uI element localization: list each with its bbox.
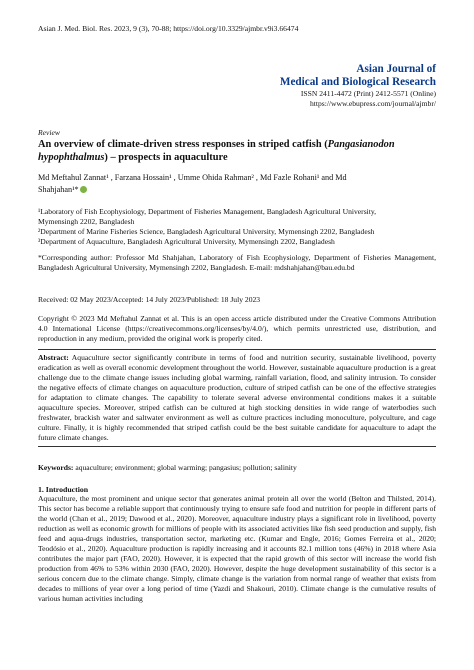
abstract (38, 349, 436, 447)
title-part1: An overview of climate-driven stress responses in striped catfish ( (38, 139, 328, 150)
section-heading: 1. Introduction (38, 485, 89, 494)
authors-line2: Shahjahan¹* (38, 185, 79, 194)
abstract-text: Aquaculture sector significantly contribute in terms of food and nutrition security, sustainable livelihood, poverty eradication as well as overall economic development throughout the world. However, sustainable aquaculture production is a great challenge due to the climate change issues including global warming, rainfall variation, flood, and salinity intrusion. To consider the negative effects of climate changes on aquaculture production, culture of striped catfish can be one of the effective strategies for adaptation to climate changes. The capability to tolerate several adverse environmental conditions makes it a suitable aquaculture species. Moreover, striped catfish can be cultured at high stocking densities in wide range of waterbodies such freshwater, brackish water and saltwater environment as well as culture practices including monoculture, polyculture, and cage culture. Finally, it is highly recommended that striped catfish could be the best suitable candidate for aquaculture to adapt the future climate changes. (38, 353, 436, 442)
keywords-label: Keywords: (38, 463, 74, 472)
journal-issn: ISSN 2411-4472 (Print) 2412-5571 (Online) (300, 89, 436, 98)
journal-title-line1: Asian Journal of (356, 63, 436, 75)
affiliations (38, 207, 436, 247)
title-part2: ) – prospects in aquaculture (104, 152, 228, 163)
citation-line: Asian J. Med. Biol. Res. 2023, 9 (3), 70-88; https://doi.org/10.3329/ajmbr.v9i3.66474 (38, 24, 299, 33)
copyright-notice: Copyright © 2023 Md Meftahul Zannat et al. This is an open access article distributed under the Creative Commons Attribution 4.0 International License (https://creativecommons.org/licenses/by/4.0/), which permits unrestricted use, distribution, and reproduction in any medium, provided the original work is properly cited. (38, 314, 436, 343)
corresponding-author: *Corresponding author: Professor Md Shahjahan, Laboratory of Fish Ecophysiology, Department of Fisheries Management, Bangladesh Agricultural University, Mymensingh 2202, Bangladesh. E-mail: mdshahjahan@bau.edu.bd (38, 253, 436, 272)
journal-url[interactable]: https://www.ebupress.com/journal/ajmbr/ (309, 99, 436, 108)
affiliation-1b: Mymensingh 2202, Bangladesh (38, 217, 135, 226)
article-title (38, 138, 436, 164)
title-species: Pangasianodon hypophthalmus (38, 139, 395, 163)
keywords-text: aquaculture; environment; global warming; pangasius; pollution; salinity (73, 463, 297, 472)
introduction-paragraph: Aquaculture, the most prominent and unique sector that generates animal protein all over the world (Belton and Thilsted, 2014). This sector has become a reliable support that continuously trying to ensure safe food and nutrition for people in different parts of the world (Chan et al., 2019; Dawood et al., 2020). Moreover, aquaculture industry plays a significant role in livelihood, poverty reduction as well as economic growth for millions of people with its associated activities like fish seed production and supply, fish feed and aqua-drugs industries, transportation sector, marketing etc. (Kumar and Engle, 2016; Gomes Ferreira et al., 2020; Teodósio et al., 2020). Aquaculture production is rapidly increasing and it accounts 82.1 million tons (46%) in 2018 where Asia contributes the major part (FAO, 2020). However, it is expected that the rapid growth of this sector will increase the world fish production from 46% to 53% within 2030 (FAO, 2020). However, despite the huge development sustainability of this sector is a serious concern due to the climate change. Simply, climate change is the variation from normal range of weather that exists from decades to millions of year over a long period of time (Yazdi and Shakouri, 2010). Climate change is the cumulative results of various human activities including (38, 494, 436, 603)
keywords (38, 463, 436, 472)
article-type: Review (38, 128, 60, 137)
affiliation-2: ²Department of Marine Fisheries Science, Bangladesh Agricultural University, Mymensingh 2202, Bangladesh (38, 227, 375, 236)
author-list (38, 172, 436, 196)
affiliation-1a: ¹Laboratory of Fish Ecophysiology, Department of Fisheries Management, Bangladesh Agricultural University, (38, 207, 377, 216)
journal-title-line2: Medical and Biological Research (279, 76, 436, 88)
article-dates: Received: 02 May 2023/Accepted: 14 July 2023/Published: 18 July 2023 (38, 295, 261, 304)
affiliation-3: ³Department of Aquaculture, Bangladesh Agricultural University, Mymensingh 2202, Bangladesh (38, 237, 335, 246)
authors-line1: Md Meftahul Zannat¹ , Farzana Hossain¹ , Umme Ohida Rahman² , Md Fazle Rohani¹ and Md (38, 173, 347, 182)
orcid-icon[interactable] (80, 186, 87, 193)
abstract-label: Abstract: (38, 353, 69, 362)
journal-header (280, 63, 436, 109)
